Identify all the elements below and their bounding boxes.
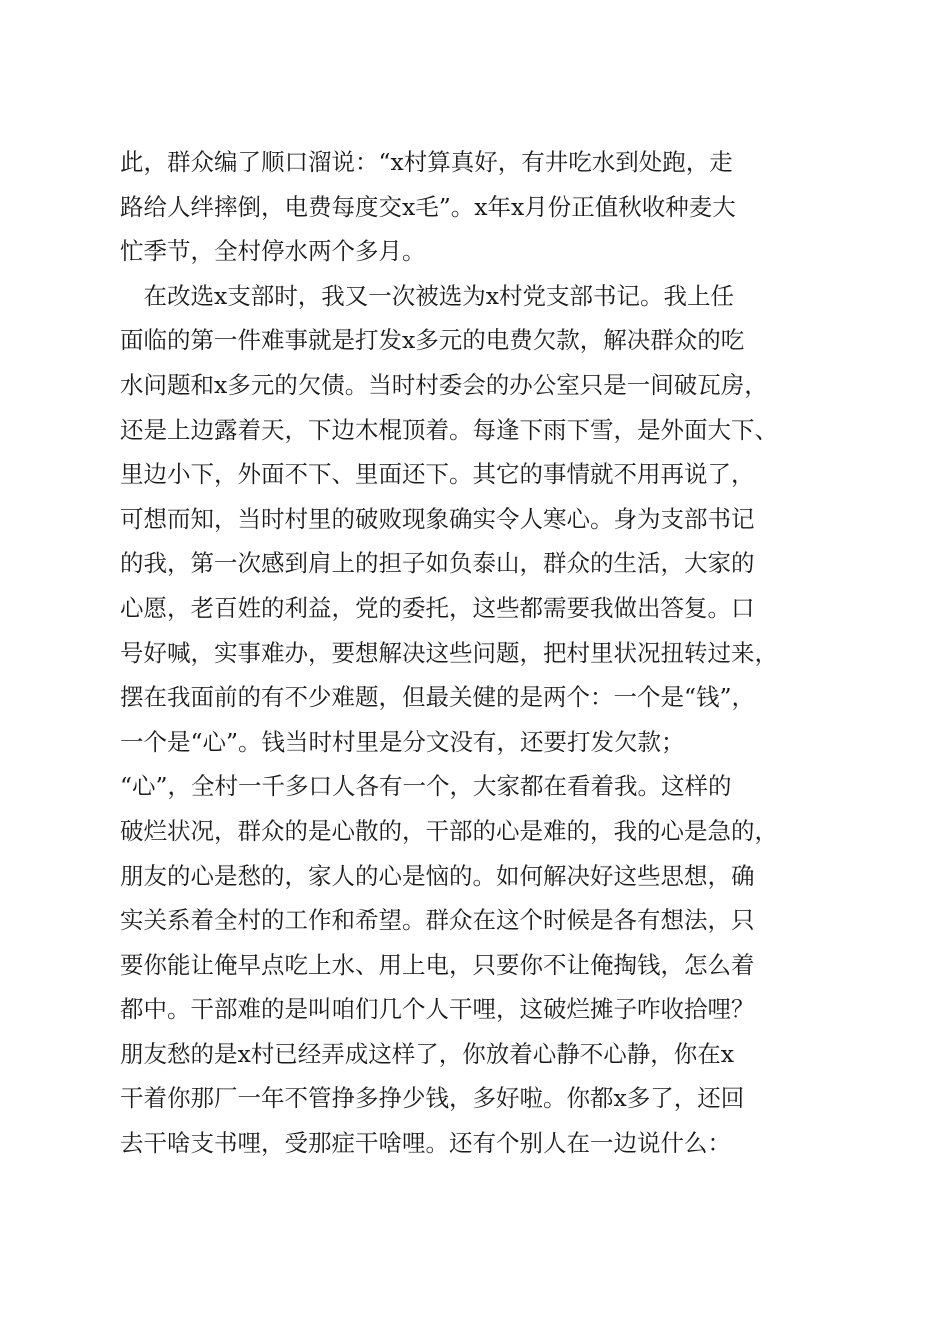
text-line: 忙季节，全村停水两个多月。 xyxy=(120,237,426,266)
text-line: 路给人绊摔倒，电费每度交x毛”。x年x月份正值秋收种麦大 xyxy=(120,192,736,221)
text-line: 水问题和x多元的欠债。当时村委会的办公室只是一间破瓦房， xyxy=(120,370,768,399)
text-line: 里边小下，外面不下、里面还下。其它的事情就不用再说了， xyxy=(120,460,755,489)
text-line: “心”，全村一千多口人各有一个，大家都在看着我。这样的 xyxy=(120,772,732,801)
text-line: 可想而知，当时村里的破败现象确实令人寒心。身为支部书记 xyxy=(120,504,755,533)
paragraph-start-line: 在改选x支部时，我又一次被选为x村党支部书记。我上任 xyxy=(120,281,735,310)
text-line: 号好喊，实事难办，要想解决这些问题，把村里状况扭转过来， xyxy=(120,638,778,667)
text-line: 朋友的心是愁的，家人的心是恼的。如何解决好这些思想，确 xyxy=(120,861,755,890)
text-line: 去干啥支书哩，受那症干啥哩。还有个别人在一边说什么： xyxy=(120,1129,731,1158)
text-line: 还是上边露着天，下边木棍顶着。每逢下雨下雪，是外面大下、 xyxy=(120,415,778,444)
text-line: 破烂状况，群众的是心散的，干部的心是难的，我的心是急的， xyxy=(120,816,778,845)
text-line: 实关系着全村的工作和希望。群众在这个时候是各有想法，只 xyxy=(120,906,755,935)
text-line: 都中。干部难的是叫咱们几个人干哩，这破烂摊子咋收拾哩？ xyxy=(120,995,755,1024)
text-line: 的我，第一次感到肩上的担子如负泰山，群众的生活，大家的 xyxy=(120,549,755,578)
text-line: 此，群众编了顺口溜说：“x村算真好，有井吃水到处跑，走 xyxy=(120,148,733,176)
text-line: 要你能让俺早点吃上水、用上电，只要你不让俺掏钱，怎么着 xyxy=(120,950,755,979)
text-line: 心愿，老百姓的利益，党的委托，这些都需要我做出答复。口 xyxy=(120,593,755,622)
text-line: 朋友愁的是x村已经弄成这样了，你放着心静不心静，你在x xyxy=(120,1039,735,1068)
body-text xyxy=(120,140,840,1166)
text-line: 摆在我面前的有不少难题，但最关健的是两个：一个是“钱”， xyxy=(120,683,756,712)
text-line: 面临的第一件难事就是打发x多元的电费欠款，解决群众的吃 xyxy=(120,326,745,355)
text-line: 一个是“心”。钱当时村里是分文没有，还要打发欠款； xyxy=(120,727,685,756)
text-line: 干着你那厂一年不管挣多挣少钱，多好啦。你都x多了，还回 xyxy=(120,1084,745,1113)
